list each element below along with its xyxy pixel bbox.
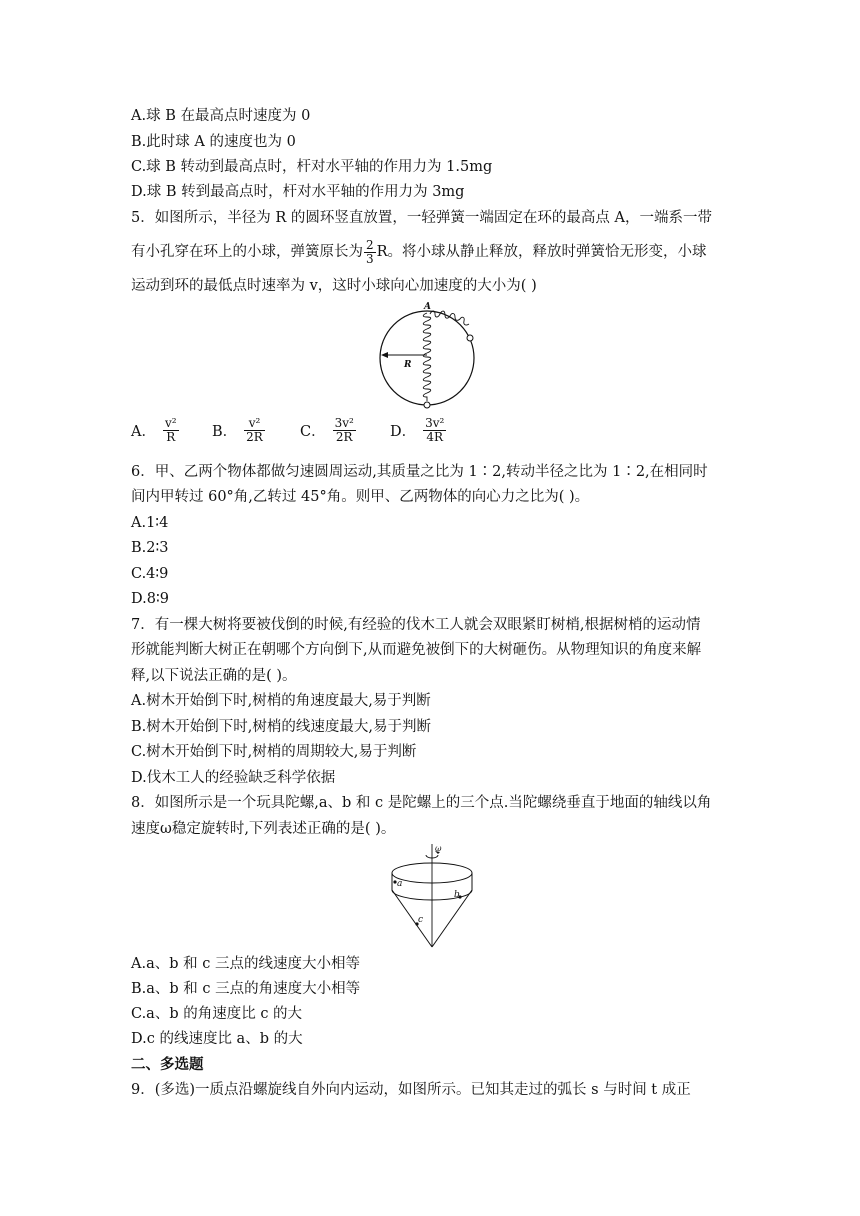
q7-option-a: A.树木开始倒下时,树梢的角速度最大,易于判断 [131,693,431,709]
q5-stem-line2-pre: 有小孔穿在环上的小球，弹簧原长为 [131,244,363,260]
q5-option-d-den: 4R [426,430,444,444]
q5-stem-line1: 5．如图所示，半径为 R 的圆环竖直放置，一轻弹簧一端固定在环的最高点 A，一端系一带 [131,210,712,226]
q5-stem-line2 [131,237,707,267]
q7-option-d: D.伐木工人的经验缺乏科学依据 [131,770,336,786]
q6-option-c: C.4∶9 [131,566,169,582]
q5-fraction [364,239,376,266]
q5-option-a-label: A． [131,424,156,440]
q8-option-d: D.c 的线速度比 a、b 的大 [131,1031,303,1047]
q7-stem-line1: 7．有一棵大树将要被伐倒的时候,有经验的伐木工人就会双眼紧盯树梢,根据树梢的运动情 [131,617,701,633]
section-heading-multi-choice: 二、多选题 [131,1056,204,1073]
q5-figure-label-a: A [424,302,431,312]
q4-option-a: A.球 B 在最高点时速度为 0 [131,108,311,124]
q5-option-b-label: B． [212,424,238,440]
q8-figure-label-b: b [454,890,460,900]
q6-stem-line2: 间内甲转过 60°角,乙转过 45°角。则甲、乙两物体的向心力之比为( )。 [131,489,590,505]
q7-option-c: C.树木开始倒下时,树梢的周期较大,易于判断 [131,744,417,760]
q9-stem-line1: 9．(多选)一质点沿螺旋线自外向内运动，如图所示。已知其走过的弧长 s 与时间 t 成正 [131,1082,691,1098]
q8-stem-line1: 8．如图所示是一个玩具陀螺,a、b 和 c 是陀螺上的三个点.当陀螺绕垂直于地面的轴线以角 [131,795,712,811]
q5-option-c-frac [333,417,356,444]
q5-option-a-den: R [166,430,176,444]
q8-figure-label-c: c [418,915,424,925]
q4-option-d: D.球 B 转到最高点时，杆对水平轴的作用力为 3mg [131,184,465,200]
q5-option-d-frac [423,417,446,444]
q5-option-a-num: v² [164,416,177,430]
q8-option-a: A.a、b 和 c 三点的线速度大小相等 [131,956,360,972]
q5-fraction-num: 2 [366,237,374,252]
q8-spinning-top-figure [384,842,484,950]
q5-option-d-label: D． [390,424,417,440]
q5-option-b-den: 2R [246,430,263,444]
q5-ring-spring-figure [376,300,486,412]
q7-option-b: B.树木开始倒下时,树梢的线速度最大,易于判断 [131,719,431,735]
q5-stem-line3: 运动到环的最低点时速率为 v，这时小球向心加速度的大小为( ) [131,278,537,294]
q5-option-b-num: v² [244,417,265,431]
q5-figure-label-r: R [404,360,412,370]
q5-option-c-num: 3v² [334,416,354,430]
q8-figure-label-a: a [397,879,403,889]
q8-option-b: B.a、b 和 c 三点的角速度大小相等 [131,981,361,997]
q7-stem-line3: 释,以下说法正确的是( )。 [131,668,297,684]
q5-option-d [390,417,447,444]
q7-stem-line2: 形就能判断大树正在朝哪个方向倒下,从而避免被倒下的大树砸伤。从物理知识的角度来解 [131,642,702,658]
q6-option-a: A.1∶4 [131,515,169,531]
q8-option-c: C.a、b 的角速度比 c 的大 [131,1006,303,1022]
q5-option-c-den: 2R [335,430,353,444]
q4-option-b: B.此时球 A 的速度也为 0 [131,134,296,150]
q8-figure-label-omega: ω [435,844,442,853]
q5-option-a [131,417,180,444]
q4-option-c: C.球 B 转动到最高点时，杆对水平轴的作用力为 1.5mg [131,159,493,175]
q5-option-c-label: C． [300,424,326,440]
q5-option-d-num: 3v² [425,416,445,430]
q5-option-b [212,417,266,444]
q5-stem-line2-post: R。将小球从静止释放，释放时弹簧恰无形变，小球 [376,244,707,260]
q5-fraction-den: 3 [366,251,374,266]
q5-option-a-frac [163,417,179,444]
q6-stem-line1: 6．甲、乙两个物体都做匀速圆周运动,其质量之比为 1∶2,转动半径之比为 1∶2,在相同时 [131,464,708,480]
q5-option-b-frac [244,417,265,444]
q5-option-c [300,417,357,444]
q6-option-d: D.8∶9 [131,591,169,607]
q6-option-b: B.2∶3 [131,540,169,556]
q8-stem-line2: 速度ω稳定旋转时,下列表述正确的是( )。 [131,821,396,837]
